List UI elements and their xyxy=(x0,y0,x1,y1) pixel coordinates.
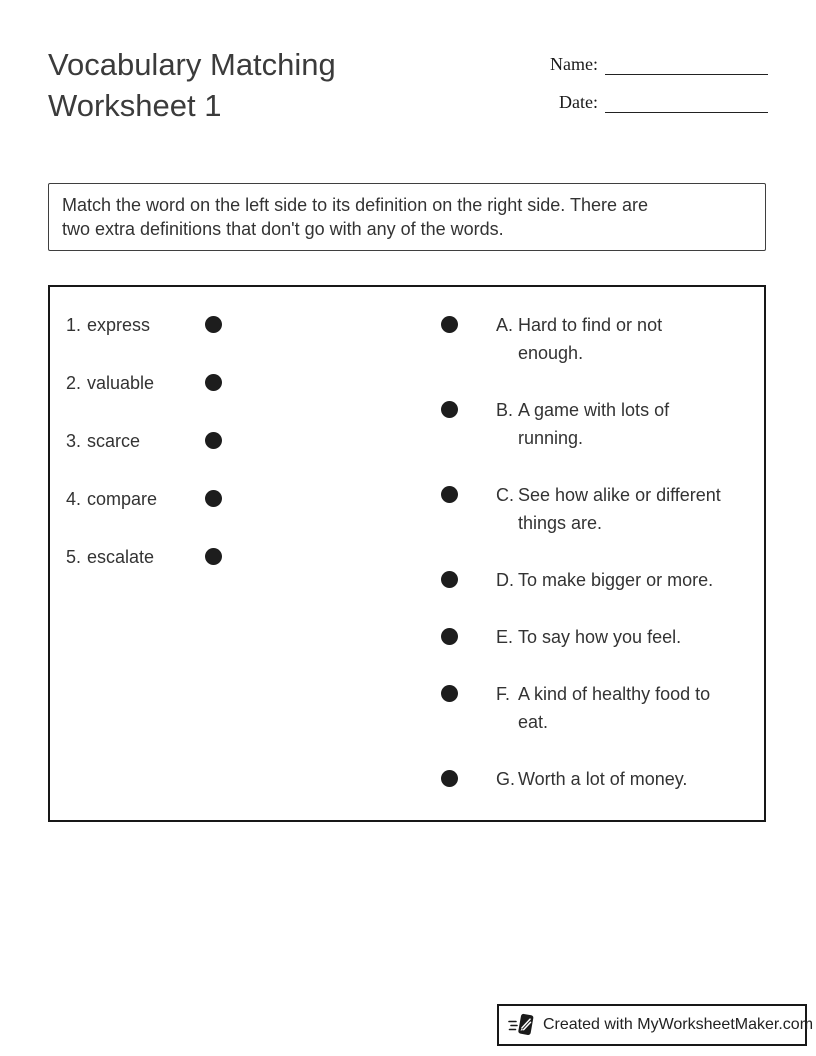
footer-credit-badge[interactable] xyxy=(497,1004,814,1046)
footer-credit-text: Created with MyWorksheetMaker.com xyxy=(543,1016,814,1033)
header-fields xyxy=(540,50,768,126)
match-dot[interactable] xyxy=(441,571,458,588)
flying-worksheet-icon xyxy=(508,1011,536,1039)
definition-text: A kind of healthy food to eat. xyxy=(518,684,711,732)
word-label: scarce xyxy=(87,431,141,451)
word-number: 5. xyxy=(66,547,82,567)
word-label: compare xyxy=(87,489,158,509)
date-label: Date: xyxy=(559,92,598,112)
word-item xyxy=(66,485,296,513)
word-item xyxy=(66,543,296,571)
match-dot[interactable] xyxy=(205,548,222,565)
date-blank-line xyxy=(605,88,768,113)
definition-item xyxy=(441,481,765,537)
definition-text: See how alike or different things are. xyxy=(518,485,721,533)
word-item xyxy=(66,427,296,455)
definition-text: To make bigger or more. xyxy=(518,570,714,590)
definition-item xyxy=(441,311,765,367)
match-dot[interactable] xyxy=(441,401,458,418)
match-dot[interactable] xyxy=(441,628,458,645)
definition-item xyxy=(441,566,765,594)
word-label: express xyxy=(87,315,151,335)
match-dot[interactable] xyxy=(441,685,458,702)
match-dot[interactable] xyxy=(205,432,222,449)
matching-area xyxy=(48,285,766,822)
definition-text: Hard to find or not enough. xyxy=(518,315,663,363)
word-number: 4. xyxy=(66,489,82,509)
date-field-row xyxy=(540,88,768,113)
definition-item xyxy=(441,623,765,651)
page-title: Vocabulary Matching Worksheet 1 xyxy=(48,47,336,123)
definition-text: A game with lots of running. xyxy=(518,400,670,448)
definition-letter: D. xyxy=(496,570,514,590)
definition-text: To say how you feel. xyxy=(518,627,682,647)
word-item xyxy=(66,369,296,397)
name-blank-line xyxy=(605,50,768,75)
definition-text: Worth a lot of money. xyxy=(518,769,688,789)
definition-letter: F. xyxy=(496,684,511,704)
name-field-row xyxy=(540,50,768,75)
word-number: 2. xyxy=(66,373,82,393)
match-dot[interactable] xyxy=(441,486,458,503)
word-label: valuable xyxy=(87,373,155,393)
definition-item xyxy=(441,765,765,793)
definition-letter: G. xyxy=(496,769,516,789)
name-label: Name: xyxy=(550,54,598,74)
instructions-box xyxy=(48,183,766,251)
definition-item xyxy=(441,396,765,452)
definitions-column xyxy=(441,311,765,822)
instructions-text: Match the word on the left side to its definition on the right side. There are two extra definitions that don't go with any of the words. xyxy=(62,195,649,239)
definition-item xyxy=(441,680,765,736)
word-label: escalate xyxy=(87,547,155,567)
match-dot[interactable] xyxy=(441,316,458,333)
definition-letter: E. xyxy=(496,627,514,647)
match-dot[interactable] xyxy=(205,374,222,391)
match-dot[interactable] xyxy=(205,316,222,333)
word-item xyxy=(66,311,296,339)
words-column xyxy=(66,311,296,601)
match-dot[interactable] xyxy=(205,490,222,507)
word-number: 1. xyxy=(66,315,82,335)
definition-letter: C. xyxy=(496,485,514,505)
match-dot[interactable] xyxy=(441,770,458,787)
definition-letter: B. xyxy=(496,400,514,420)
word-number: 3. xyxy=(66,431,82,451)
definition-letter: A. xyxy=(496,315,514,335)
